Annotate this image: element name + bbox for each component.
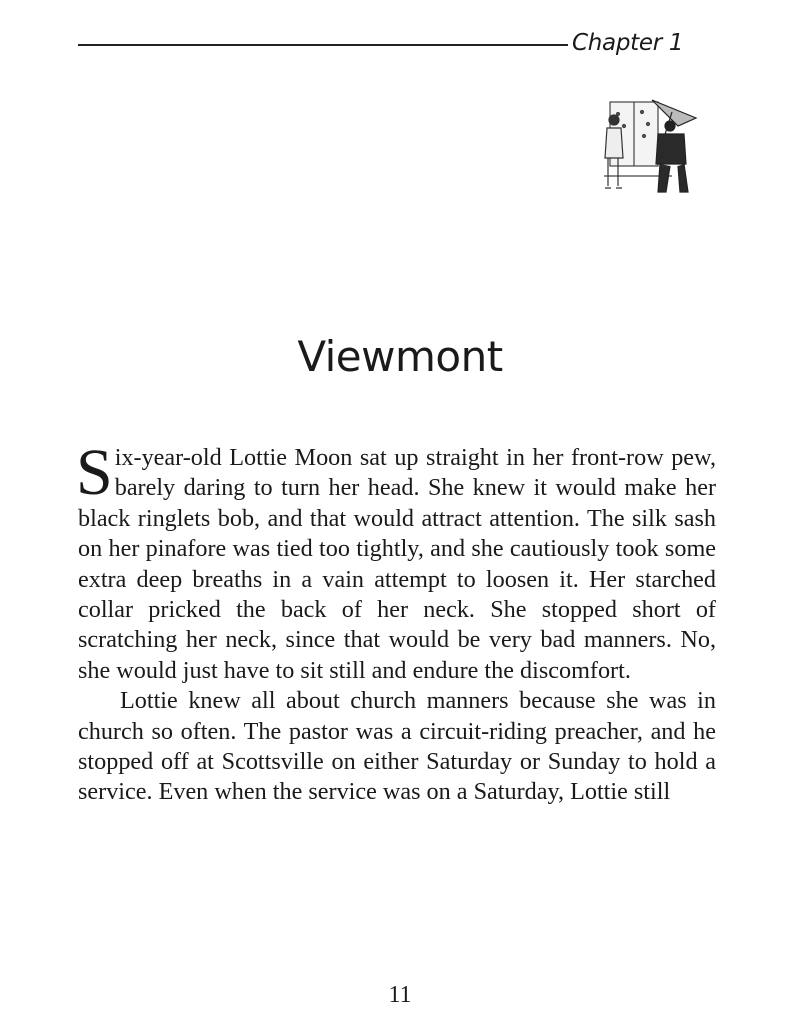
paragraph-2: Lottie knew all about church manners because she was in church so often. The pastor was a circuit-riding preacher, and he stopped off at Scottsville on either Saturday or Sunday to hold a service. Even when the service was on a Saturday, Lottie still bbox=[78, 687, 716, 806]
header-rule bbox=[78, 44, 568, 46]
paragraph-1 bbox=[76, 436, 716, 686]
chapter-title: Viewmont bbox=[297, 332, 503, 381]
paragraph-1-text: ix-year-old Lottie Moon sat up straight in her front-row pew, barely daring to turn her head. She knew it would make her black ringlets bob, and that would attract attention. The silk sash on her pinafore was tied too tightly, and she cautiously took some extra deep breaths in a vain attempt to loosen it. Her starched collar pricked the back of her neck. She stopped short of scratching her neck, since that would be very bad manners. No, she would just have to sit still and endure the discomfort. bbox=[78, 444, 716, 684]
body-text bbox=[76, 436, 716, 808]
page-number: 11 bbox=[388, 982, 412, 1008]
chapter-label: Chapter 1 bbox=[572, 30, 684, 56]
chapter-illustration bbox=[592, 96, 704, 208]
drop-cap: S bbox=[76, 436, 113, 509]
